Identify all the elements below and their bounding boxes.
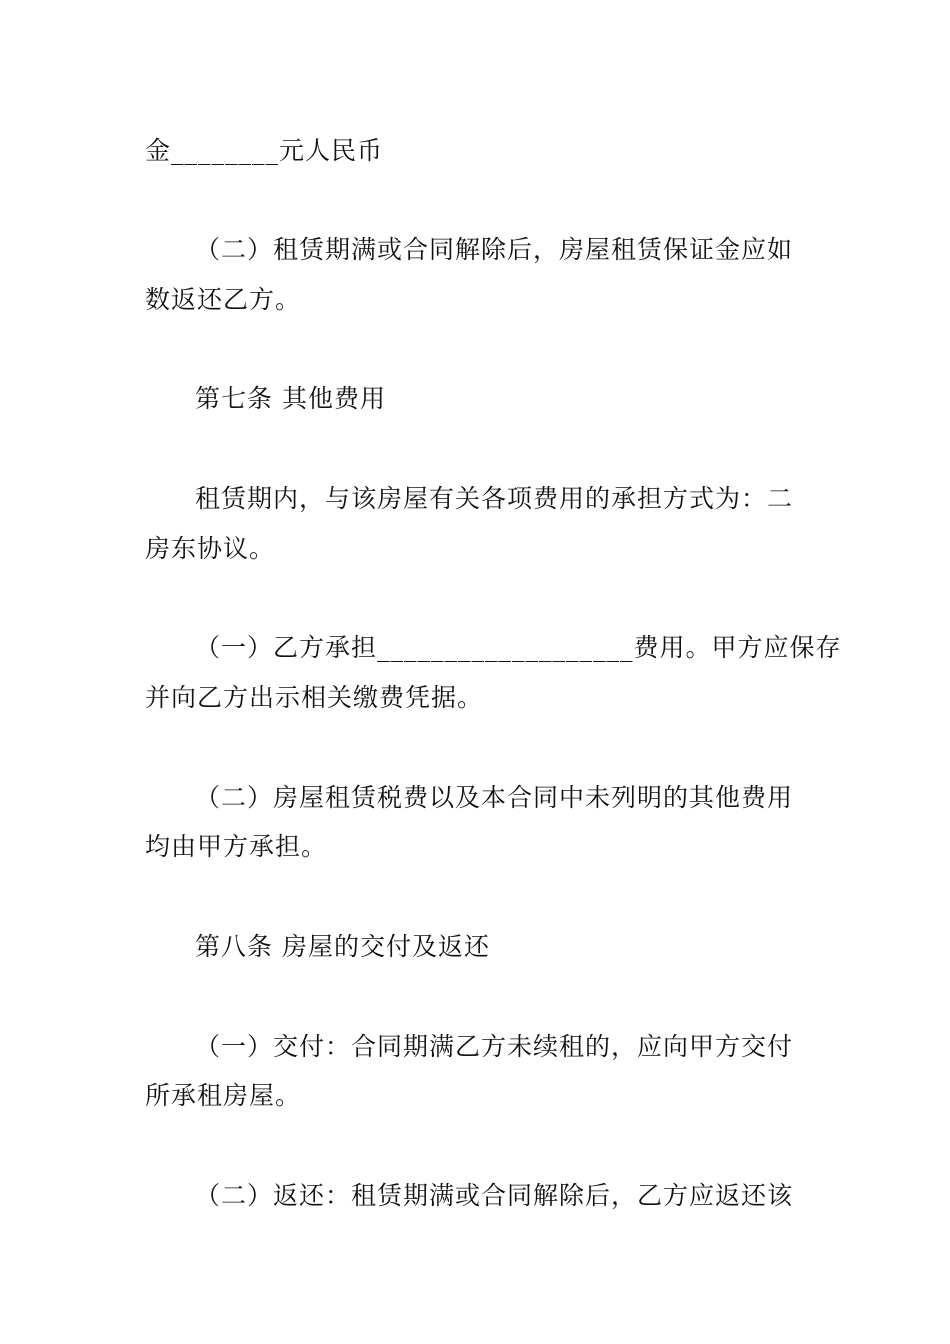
clause-6-item-2-line-1: （二）租赁期满或合同解除后，房屋租赁保证金应如 [195,235,794,264]
article-7-item-1-line-2: 并向乙方出示相关缴费凭据。 [145,683,484,712]
article-8-item-1-line-2: 所承租房屋。 [145,1081,302,1110]
article-7-intro-line-1: 租赁期内，与该房屋有关各项费用的承担方式为：二 [195,484,794,513]
article-7-heading: 第七条 其他费用 [195,384,386,413]
article-8-item-2-line-1: （二）返还：租赁期满或合同解除后，乙方应返还该 [195,1181,794,1210]
article-7-item-2-line-2: 均由甲方承担。 [145,832,328,861]
deposit-amount-line: 金________元人民币 [145,136,384,165]
article-8-heading: 第八条 房屋的交付及返还 [195,932,490,961]
article-8-item-1-line-1: （一）交付：合同期满乙方未续租的，应向甲方交付 [195,1032,794,1061]
article-7-item-1-line-1: （一）乙方承担___________________费用。甲方应保存 [195,633,842,662]
article-7-intro-line-2: 房东协议。 [145,534,276,563]
article-7-item-2-line-1: （二）房屋租赁税费以及本合同中未列明的其他费用 [195,783,794,812]
clause-6-item-2-line-2: 数返还乙方。 [145,285,302,314]
